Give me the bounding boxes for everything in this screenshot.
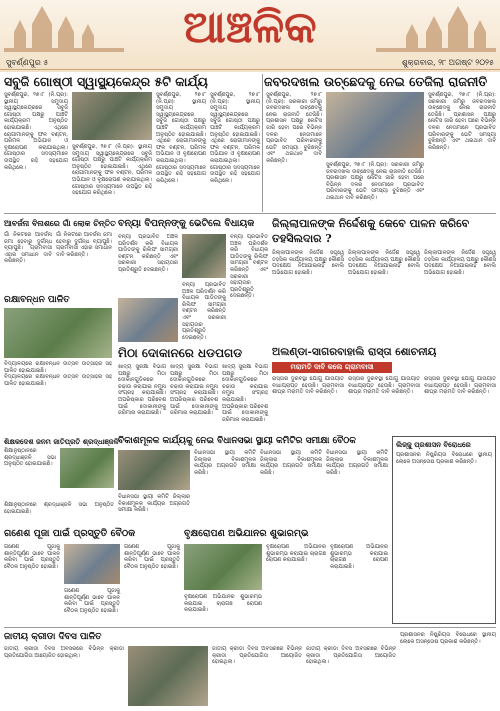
headline: ଜିଲ୍ଲାପାଳଙ୍କ ନିର୍ଦ୍ଦେଶକୁ କେବେ ପାଳନ କରିବେ ତହସିଲଦାର ? bbox=[272, 217, 470, 245]
article-body: ଜାତୀୟ କ୍ରୀଡା ଦିବସ ଅବସରରେ ବିଭିନ୍ନ କ୍ରୀଡା ପ୍ରତିଯୋଗିତା ଆୟୋଜିତ ହୋଇଥିଲା। bbox=[306, 646, 396, 666]
headline: ବିକାଶମୂଳକ କାର୍ଯ୍ୟକୁ ନେଇ ବିଧାନସଭା ସ୍ଥାୟୀ କମିଟିର ସମୀକ୍ଷା ବୈଠକ bbox=[118, 436, 356, 446]
article-body: ବନ୍ୟା ପ୍ରଭାବିତ ଅଞ୍ଚଳ ପରିଦର୍ଶନ କରି ବିଧାୟକ ପୀଡିତଙ୍କୁ ରିଲିଫ ସାମଗ୍ରୀ ବଣ୍ଟନ କରିଛନ୍ତି ଏବଂ ସରକାରୀ ସହାୟତାର ପ୍ରତିଶ୍ରୁତି ଦେଇଛନ୍ତି। bbox=[182, 282, 226, 341]
article-body: ଜାତୀୟ କ୍ରୀଡା ଦିବସ ଅବସରରେ ବିଭିନ୍ନ କ୍ରୀଡା ପ୍ରତିଯୋଗିତା ଆୟୋଜିତ ହୋଇଥିଲା। bbox=[212, 646, 302, 666]
article-body: ଶିକ୍ଷାନୁଷ୍ଠାନରେ ଶ୍ରଦ୍ଧାଞ୍ଜଳି ସଭା ଅନୁଷ୍ଠିତ ହୋଇଯାଇଛି। bbox=[4, 448, 56, 468]
article-body: ବୃକ୍ଷରୋପଣ ଅଭିଯାନର ଶୁଭାରମ୍ଭ କରାଯାଇ ଚାରାଗଛ ରୋପଣ କରାଯାଇଛି। bbox=[330, 544, 388, 570]
article-photo bbox=[182, 234, 226, 278]
headline: ଜବରଦଖଲ ଉଚ୍ଛେଦକୁ ନେଇ ତେଜିଲା ରାଜନୀତି bbox=[264, 74, 488, 89]
article-body: ଗଣେଶ ପୂଜାକୁ ଶାନ୍ତିପୂର୍ଣ୍ଣ ଭାବେ ପାଳନ କରିବା ପାଇଁ ପ୍ରସ୍ତୁତି ବୈଠକ ଅନୁଷ୍ଠିତ ହୋଇଛି। bbox=[124, 544, 180, 570]
article-body: ଗଣେଶ ପୂଜାକୁ ଶାନ୍ତିପୂର୍ଣ୍ଣ ଭାବେ ପାଳନ କରିବା ପାଇଁ ପ୍ରସ୍ତୁତି ବୈଠକ ଅନୁଷ୍ଠିତ ହୋଇଛି। bbox=[4, 544, 60, 570]
headline: ରକ୍ଷାବନ୍ଧନ ପାଳିତ bbox=[4, 295, 70, 305]
article-body: ଜିଲ୍ଲାପାଳଙ୍କ ନିର୍ଦ୍ଦେଶ ସତ୍ତ୍ୱେ ତହସିଲ କାର୍ଯ୍ୟାଳୟ ପକ୍ଷରୁ କୌଣସି ପଦକ୍ଷେପ ନିଆଯାଇନାହିଁ ବୋଲି ଅଭିଯୋଗ ହୋଇଛି। bbox=[272, 250, 344, 276]
issue-date: ଶୁକ୍ରବାର, ୨୮ ଅଗଷ୍ଟ ୨୦୨୫ bbox=[401, 58, 494, 67]
article-body: ସୁବର୍ଣ୍ଣପୁର, ୨୭।୮ (ନି.ପ୍ର): ସରକାରୀ ଜମିରୁ ଜବରଦଖଲ ଉଚ୍ଛେଦକୁ ନେଇ ରାଜନୀତି ତେଜିଛି। ପ୍ରଶାସନ ପକ୍ଷରୁ ନୋଟିସ ଜାରି ହେବା ପରେ ବିଭିନ୍ନ ଦଳର ନେତାମାନେ ପ୍ରଭାବିତ ପରିବାରଙ୍କୁ ଭେଟି ସମସ୍ୟା ବୁଝିଛନ୍ତି ଏବଂ ଥଇଥାନ ଦାବି କରିଛନ୍ତି। bbox=[266, 92, 322, 164]
headline: ଗଣେଶ ପୂଜା ପାଇଁ ପ୍ରସ୍ତୁତି ବୈଠକ bbox=[4, 528, 136, 539]
headline: ମିଠା ଦୋକାନରେ ଧଡପଗଡ bbox=[118, 346, 243, 360]
masthead bbox=[0, 0, 500, 72]
article-photo bbox=[128, 646, 208, 706]
article-photo bbox=[72, 92, 152, 140]
article-photo bbox=[326, 92, 424, 158]
article-body: ଜାତୀୟ କ୍ରୀଡା ଦିବସ ଅବସରରେ ବିଭିନ୍ନ କ୍ରୀଡା ପ୍ରତିଯୋଗିତା ଆୟୋଜିତ ହୋଇଥିଲା। bbox=[4, 646, 124, 659]
article-body: ସୁବର୍ଣ୍ଣପୁର, ୨୭।୮ (ନି.ପ୍ର): ସ୍ଥାନୀୟ ସମୁଦାୟ ସ୍ୱାସ୍ଥ୍ୟକେନ୍ଦ୍ରରେ ସବୁଜି ଗୋଷ୍ଠୀ ପକ୍ଷରୁ ପାଞ୍ଚଟି କାର୍ଯ୍ୟକ୍ରମ ଅନୁଷ୍ଠିତ ହୋଇଯାଇଛି। ଏଥିରେ ରୋଗୀମାନଙ୍କୁ ଫଳ ବଣ୍ଟନ, ପରିମଳ ଅଭିଯାନ ଓ ବୃକ୍ଷରୋପଣ କରାଯାଇଥିଲା। ଗୋଷ୍ଠୀର ସଦସ୍ୟମାନେ ଉପସ୍ଥିତ ରହି ସହଯୋଗ କରିଥିଲେ। bbox=[72, 144, 152, 197]
article-body: ସୁବର୍ଣ୍ଣପୁର, ୨୭।୮ (ନି.ପ୍ର): ସ୍ଥାନୀୟ ସମୁଦାୟ ସ୍ୱାସ୍ଥ୍ୟକେନ୍ଦ୍ରରେ ସବୁଜି ଗୋଷ୍ଠୀ ପକ୍ଷରୁ ପାଞ୍ଚଟି କାର୍ଯ୍ୟକ୍ରମ ଅନୁଷ୍ଠିତ ହୋଇଯାଇଛି। ଏଥିରେ ରୋଗୀମାନଙ୍କୁ ଫଳ ବଣ୍ଟନ, ପରିମଳ ଅଭିଯାନ ଓ ବୃକ୍ଷରୋପଣ କରାଯାଇଥିଲା। ଗୋଷ୍ଠୀର ସଦସ୍ୟମାନେ ଉପସ୍ଥିତ ରହି ସହଯୋଗ କରିଥିଲେ। bbox=[156, 92, 206, 184]
article-body: ଖାଦ୍ୟ ସୁରକ୍ଷା ବିଭାଗ ପକ୍ଷରୁ ମିଠା ଦୋକାନଗୁଡିକରେ ଚଢାଉ କରାଯାଇ ନମୁନା ସଂଗ୍ରହ କରାଯାଇଛି। ଅପରିଷ୍କାର ପରିବେଶ ପାଇଁ ଦୋକାନୀଙ୍କୁ ଜରିମାନା କରାଯାଇଛି। bbox=[222, 364, 268, 423]
section-rule bbox=[4, 213, 496, 214]
headline: ଜାତୀୟ କ୍ରୀଡା ଦିବସ ପାଳିତ bbox=[4, 632, 102, 642]
headline: ଶିକ୍ଷକଦେଶ ଜନମ ଜାତିପ୍ରତି ଶ୍ରଦ୍ଧାଞ୍ଜଳି bbox=[4, 437, 119, 446]
headline: ବୃକ୍ଷରୋପଣ ଅଭିଯାନର ଶୁଭାରମ୍ଭ bbox=[184, 528, 309, 539]
article-body: ରାସ୍ତାର ଦୁରବସ୍ଥା ଯୋଗୁ ଯାତାୟାତ ବାଧାପ୍ରାପ୍ତ ହେଉଛି। ଗ୍ରାମବାସୀ ଶୀଘ୍ର ମରାମତି ଦାବି କରିଛନ୍ତି। bbox=[272, 376, 344, 396]
article-body: ଖାଦ୍ୟ ସୁରକ୍ଷା ବିଭାଗ ପକ୍ଷରୁ ମିଠା ଦୋକାନଗୁଡିକରେ ଚଢାଉ କରାଯାଇ ନମୁନା ସଂଗ୍ରହ କରାଯାଇଛି। ଅପରିଷ୍କାର ପରିବେଶ ପାଇଁ ଦୋକାନୀଙ୍କୁ ଜରିମାନା କରାଯାଇଛି। bbox=[170, 364, 218, 417]
section-rule bbox=[4, 627, 496, 628]
article-body: ବୃକ୍ଷରୋପଣ ଅଭିଯାନର ଶୁଭାରମ୍ଭ କରାଯାଇ ଚାରାଗଛ ରୋପଣ କରାଯାଇଛି। bbox=[266, 544, 326, 564]
article-body: ବନ୍ୟା ପ୍ରଭାବିତ ଅଞ୍ଚଳ ପରିଦର୍ଶନ କରି ବିଧାୟକ ପୀଡିତଙ୍କୁ ରିଲିଫ ସାମଗ୍ରୀ ବଣ୍ଟନ କରିଛନ୍ତି ଏବଂ ସରକାରୀ ସହାୟତାର ପ୍ରତିଶ୍ରୁତି ଦେଇଛନ୍ତି। bbox=[118, 234, 178, 273]
column-rule bbox=[262, 74, 263, 212]
article-body: ପ୍ରଶାସନର ନିଷ୍କ୍ରିୟତା ବିରୋଧରେ ସ୍ଥାନୀୟ ଲୋକେ ଅସନ୍ତୋଷ ପ୍ରକାଶ କରିଛନ୍ତି। bbox=[400, 632, 496, 645]
article-body: ଗଣେଶ ପୂଜାକୁ ଶାନ୍ତିପୂର୍ଣ୍ଣ ଭାବେ ପାଳନ କରିବା ପାଇଁ ପ୍ରସ୍ତୁତି ବୈଠକ ଅନୁଷ୍ଠିତ ହୋଇଛି। bbox=[64, 588, 120, 614]
article-body: ଗାଁ ନିକଟରେ ଆବର୍ଜନା ଜମା ହେବାରୁ ଦୁର୍ଗନ୍ଧ ବ୍ୟାପୁଛି। ଗ୍ରାମବାସୀ ଏହାର ସମାଧାନ ଦାବି କରିଛନ୍ତି। bbox=[4, 232, 52, 265]
article-body: ଖାଦ୍ୟ ସୁରକ୍ଷା ବିଭାଗ ପକ୍ଷରୁ ମିଠା ଦୋକାନଗୁଡିକରେ ଚଢାଉ କରାଯାଇ ନମୁନା ସଂଗ୍ରହ କରାଯାଇଛି। ଅପରିଷ୍କାର ପରିବେଶ ପାଇଁ ଦୋକାନୀଙ୍କୁ ଜରିମାନା କରାଯାଇଛି। bbox=[118, 364, 166, 417]
article-body: ବିଦ୍ୟାଳୟରେ ରକ୍ଷାବନ୍ଧନ ଉତ୍ସବ ଉତ୍ସାହର ସହ ପାଳିତ ହୋଇଯାଇଛି। bbox=[4, 361, 112, 374]
temple-left-icon bbox=[4, 2, 124, 52]
article-body: ସୁବର୍ଣ୍ଣପୁର, ୨୭।୮ (ନି.ପ୍ର): ସ୍ଥାନୀୟ ସମୁଦାୟ ସ୍ୱାସ୍ଥ୍ୟକେନ୍ଦ୍ରରେ ସବୁଜି ଗୋଷ୍ଠୀ ପକ୍ଷରୁ ପାଞ୍ଚଟି କାର୍ଯ୍ୟକ୍ରମ ଅନୁଷ୍ଠିତ ହୋଇଯାଇଛି। ଏଥିରେ ରୋଗୀମାନଙ୍କୁ ଫଳ ବଣ୍ଟନ, ପରିମଳ ଅଭିଯାନ ଓ ବୃକ୍ଷରୋପଣ କରାଯାଇଥିଲା। ଗୋଷ୍ଠୀର ସଦସ୍ୟମାନେ ଉପସ୍ଥିତ ରହି ସହଯୋଗ କରିଥିଲେ। bbox=[210, 92, 260, 184]
article-body: ଗାଁ ନିକଟରେ ଆବର୍ଜନା ଜମା ହେବାରୁ ଦୁର୍ଗନ୍ଧ ବ୍ୟାପୁଛି। ଗ୍ରାମବାସୀ ଏହାର ସମାଧାନ ଦାବି କରିଛନ୍ତି। bbox=[56, 232, 112, 258]
headline: ଲିଜ୍ଜୁ ପ୍ରଶାସନ ବିରୋଧରେ bbox=[396, 440, 471, 449]
article-body: ବିଦ୍ୟାଳୟରେ ରକ୍ଷାବନ୍ଧନ ଉତ୍ସବ ଉତ୍ସାହର ସହ ପାଳିତ ହୋଇଯାଇଛି। bbox=[4, 374, 112, 387]
article-photo bbox=[184, 544, 262, 590]
article-body: ସୁବର୍ଣ୍ଣପୁର, ୨୭।୮ (ନି.ପ୍ର): ସରକାରୀ ଜମିରୁ ଜବରଦଖଲ ଉଚ୍ଛେଦକୁ ନେଇ ରାଜନୀତି ତେଜିଛି। ପ୍ରଶାସନ ପକ୍ଷରୁ ନୋଟିସ ଜାରି ହେବା ପରେ ବିଭିନ୍ନ ଦଳର ନେତାମାନେ ପ୍ରଭାବିତ ପରିବାରଙ୍କୁ ଭେଟି ସମସ୍ୟା ବୁଝିଛନ୍ତି ଏବଂ ଥଇଥାନ ଦାବି କରିଛନ୍ତି। bbox=[326, 162, 424, 201]
article-body: ବିଧାନସଭା ସ୍ଥାୟୀ କମିଟି ଜିଲ୍ଲାର ବିକାଶମୂଳକ କାର୍ଯ୍ୟର ଅଗ୍ରଗତି ସମୀକ୍ଷା କରିଛି। bbox=[118, 494, 190, 514]
article-photo bbox=[60, 448, 114, 488]
article-body: ବୃକ୍ଷରୋପଣ ଅଭିଯାନର ଶୁଭାରମ୍ଭ କରାଯାଇ ଚାରାଗଛ ରୋପଣ କରାଯାଇଛି। bbox=[184, 594, 262, 614]
article-body: ବନ୍ୟା ପ୍ରଭାବିତ ଅଞ୍ଚଳ ପରିଦର୍ଶନ କରି ବିଧାୟକ ପୀଡିତଙ୍କୁ ରିଲିଫ ସାମଗ୍ରୀ ବଣ୍ଟନ କରିଛନ୍ତି ଏବଂ ସରକାରୀ ସହାୟତାର ପ୍ରତିଶ୍ରୁତି ଦେଇଛନ୍ତି। bbox=[230, 234, 268, 300]
article-body: ରାସ୍ତାର ଦୁରବସ୍ଥା ଯୋଗୁ ଯାତାୟାତ ବାଧାପ୍ରାପ୍ତ ହେଉଛି। ଗ୍ରାମବାସୀ ଶୀଘ୍ର ମରାମତି ଦାବି କରିଛନ୍ତି। bbox=[348, 376, 420, 396]
article-body: ରାସ୍ତାର ଦୁରବସ୍ଥା ଯୋଗୁ ଯାତାୟାତ ବାଧାପ୍ରାପ୍ତ ହେଉଛି। ଗ୍ରାମବାସୀ ଶୀଘ୍ର ମରାମତି ଦାବି କରିଛନ୍ତି। bbox=[424, 376, 496, 396]
article-photo bbox=[4, 308, 112, 358]
article-body: ବିଧାନସଭା ସ୍ଥାୟୀ କମିଟି ଜିଲ୍ଲାର ବିକାଶମୂଳକ କାର୍ଯ୍ୟର ଅଗ୍ରଗତି ସମୀକ୍ଷା କରିଛି। bbox=[194, 450, 256, 476]
headline: ଆବର୍ଜନା ବିନାଶରେ ଗାଁ ଲୋକ ଚିନ୍ତିତ bbox=[4, 218, 116, 228]
article-body: ଶିକ୍ଷାନୁଷ୍ଠାନରେ ଶ୍ରଦ୍ଧାଞ୍ଜଳି ସଭା ଅନୁଷ୍ଠିତ ହୋଇଯାଇଛି। bbox=[4, 502, 114, 515]
temple-right-icon bbox=[376, 2, 496, 52]
article-body: ଜିଲ୍ଲାପାଳଙ୍କ ନିର୍ଦ୍ଦେଶ ସତ୍ତ୍ୱେ ତହସିଲ କାର୍ଯ୍ୟାଳୟ ପକ୍ଷରୁ କୌଣସି ପଦକ୍ଷେପ ନିଆଯାଇନାହିଁ ବୋଲି ଅଭିଯୋଗ ହୋଇଛି। bbox=[424, 250, 496, 276]
article-body: ପ୍ରଶାସନର ନିଷ୍କ୍ରିୟତା ବିରୋଧରେ ସ୍ଥାନୀୟ ଲୋକେ ଅସନ୍ତୋଷ ପ୍ରକାଶ କରିଛନ୍ତି। bbox=[396, 452, 492, 465]
article-body: ବିଧାନସଭା ସ୍ଥାୟୀ କମିଟି ଜିଲ୍ଲାର ବିକାଶମୂଳକ କାର୍ଯ୍ୟର ଅଗ୍ରଗତି ସମୀକ୍ଷା କରିଛି। bbox=[326, 450, 388, 476]
article-photo bbox=[118, 450, 190, 490]
article-body: ସୁବର୍ଣ୍ଣପୁର, ୨୭।୮ (ନି.ପ୍ର): ସରକାରୀ ଜମିରୁ ଜବରଦଖଲ ଉଚ୍ଛେଦକୁ ନେଇ ରାଜନୀତି ତେଜିଛି। ପ୍ରଶାସନ ପକ୍ଷରୁ ନୋଟିସ ଜାରି ହେବା ପରେ ବିଭିନ୍ନ ଦଳର ନେତାମାନେ ପ୍ରଭାବିତ ପରିବାରଙ୍କୁ ଭେଟି ସମସ୍ୟା ବୁଝିଛନ୍ତି ଏବଂ ଥଇଥାନ ଦାବି କରିଛନ୍ତି। bbox=[428, 92, 496, 151]
headline: ଅଲଣ୍ଡା-ସାଗରବାହାଲି ରାସ୍ତା ଶୋଚନୀୟ bbox=[272, 346, 437, 358]
headline: ବନ୍ୟା ବିପନ୍ନଙ୍କୁ ଭେଟିଲେ ବିଧାୟକ bbox=[118, 218, 255, 229]
headline: ସବୁଜି ଗୋଷ୍ଠୀ ସ୍ୱାସ୍ଥ୍ୟକେନ୍ଦ୍ର ୫ଟି କାର୍ଯ୍ୟ bbox=[4, 74, 208, 89]
article-photo bbox=[118, 298, 178, 342]
article-body: ବିଧାନସଭା ସ୍ଥାୟୀ କମିଟି ଜିଲ୍ଲାର ବିକାଶମୂଳକ କାର୍ଯ୍ୟର ଅଗ୍ରଗତି ସମୀକ୍ଷା କରିଛି। bbox=[260, 450, 322, 476]
masthead-title: ଆଞ୍ଚଳିକ bbox=[183, 2, 317, 53]
article-body: ଜିଲ୍ଲାପାଳଙ୍କ ନିର୍ଦ୍ଦେଶ ସତ୍ତ୍ୱେ ତହସିଲ କାର୍ଯ୍ୟାଳୟ ପକ୍ଷରୁ କୌଣସି ପଦକ୍ଷେପ ନିଆଯାଇନାହିଁ ବୋଲି ଅଭିଯୋଗ ହୋଇଛି। bbox=[348, 250, 420, 276]
dateline bbox=[0, 56, 500, 70]
page-number: ସୁବର୍ଣ୍ଣପୁର ୫ bbox=[6, 58, 49, 67]
subhead-tag: ମରାମତି ଦାବି କଲେ ଗ୍ରାମବାସୀ bbox=[272, 362, 392, 373]
article-photo bbox=[64, 544, 120, 584]
article-body: ସୁବର୍ଣ୍ଣପୁର, ୨୭।୮ (ନି.ପ୍ର): ସ୍ଥାନୀୟ ସମୁଦାୟ ସ୍ୱାସ୍ଥ୍ୟକେନ୍ଦ୍ରରେ ସବୁଜି ଗୋଷ୍ଠୀ ପକ୍ଷରୁ ପାଞ୍ଚଟି କାର୍ଯ୍ୟକ୍ରମ ଅନୁଷ୍ଠିତ ହୋଇଯାଇଛି। ଏଥିରେ ରୋଗୀମାନଙ୍କୁ ଫଳ ବଣ୍ଟନ, ପରିମଳ ଅଭିଯାନ ଓ ବୃକ୍ଷରୋପଣ କରାଯାଇଥିଲା। ଗୋଷ୍ଠୀର ସଦସ୍ୟମାନେ ଉପସ୍ଥିତ ରହି ସହଯୋଗ କରିଥିଲେ। bbox=[4, 92, 68, 171]
